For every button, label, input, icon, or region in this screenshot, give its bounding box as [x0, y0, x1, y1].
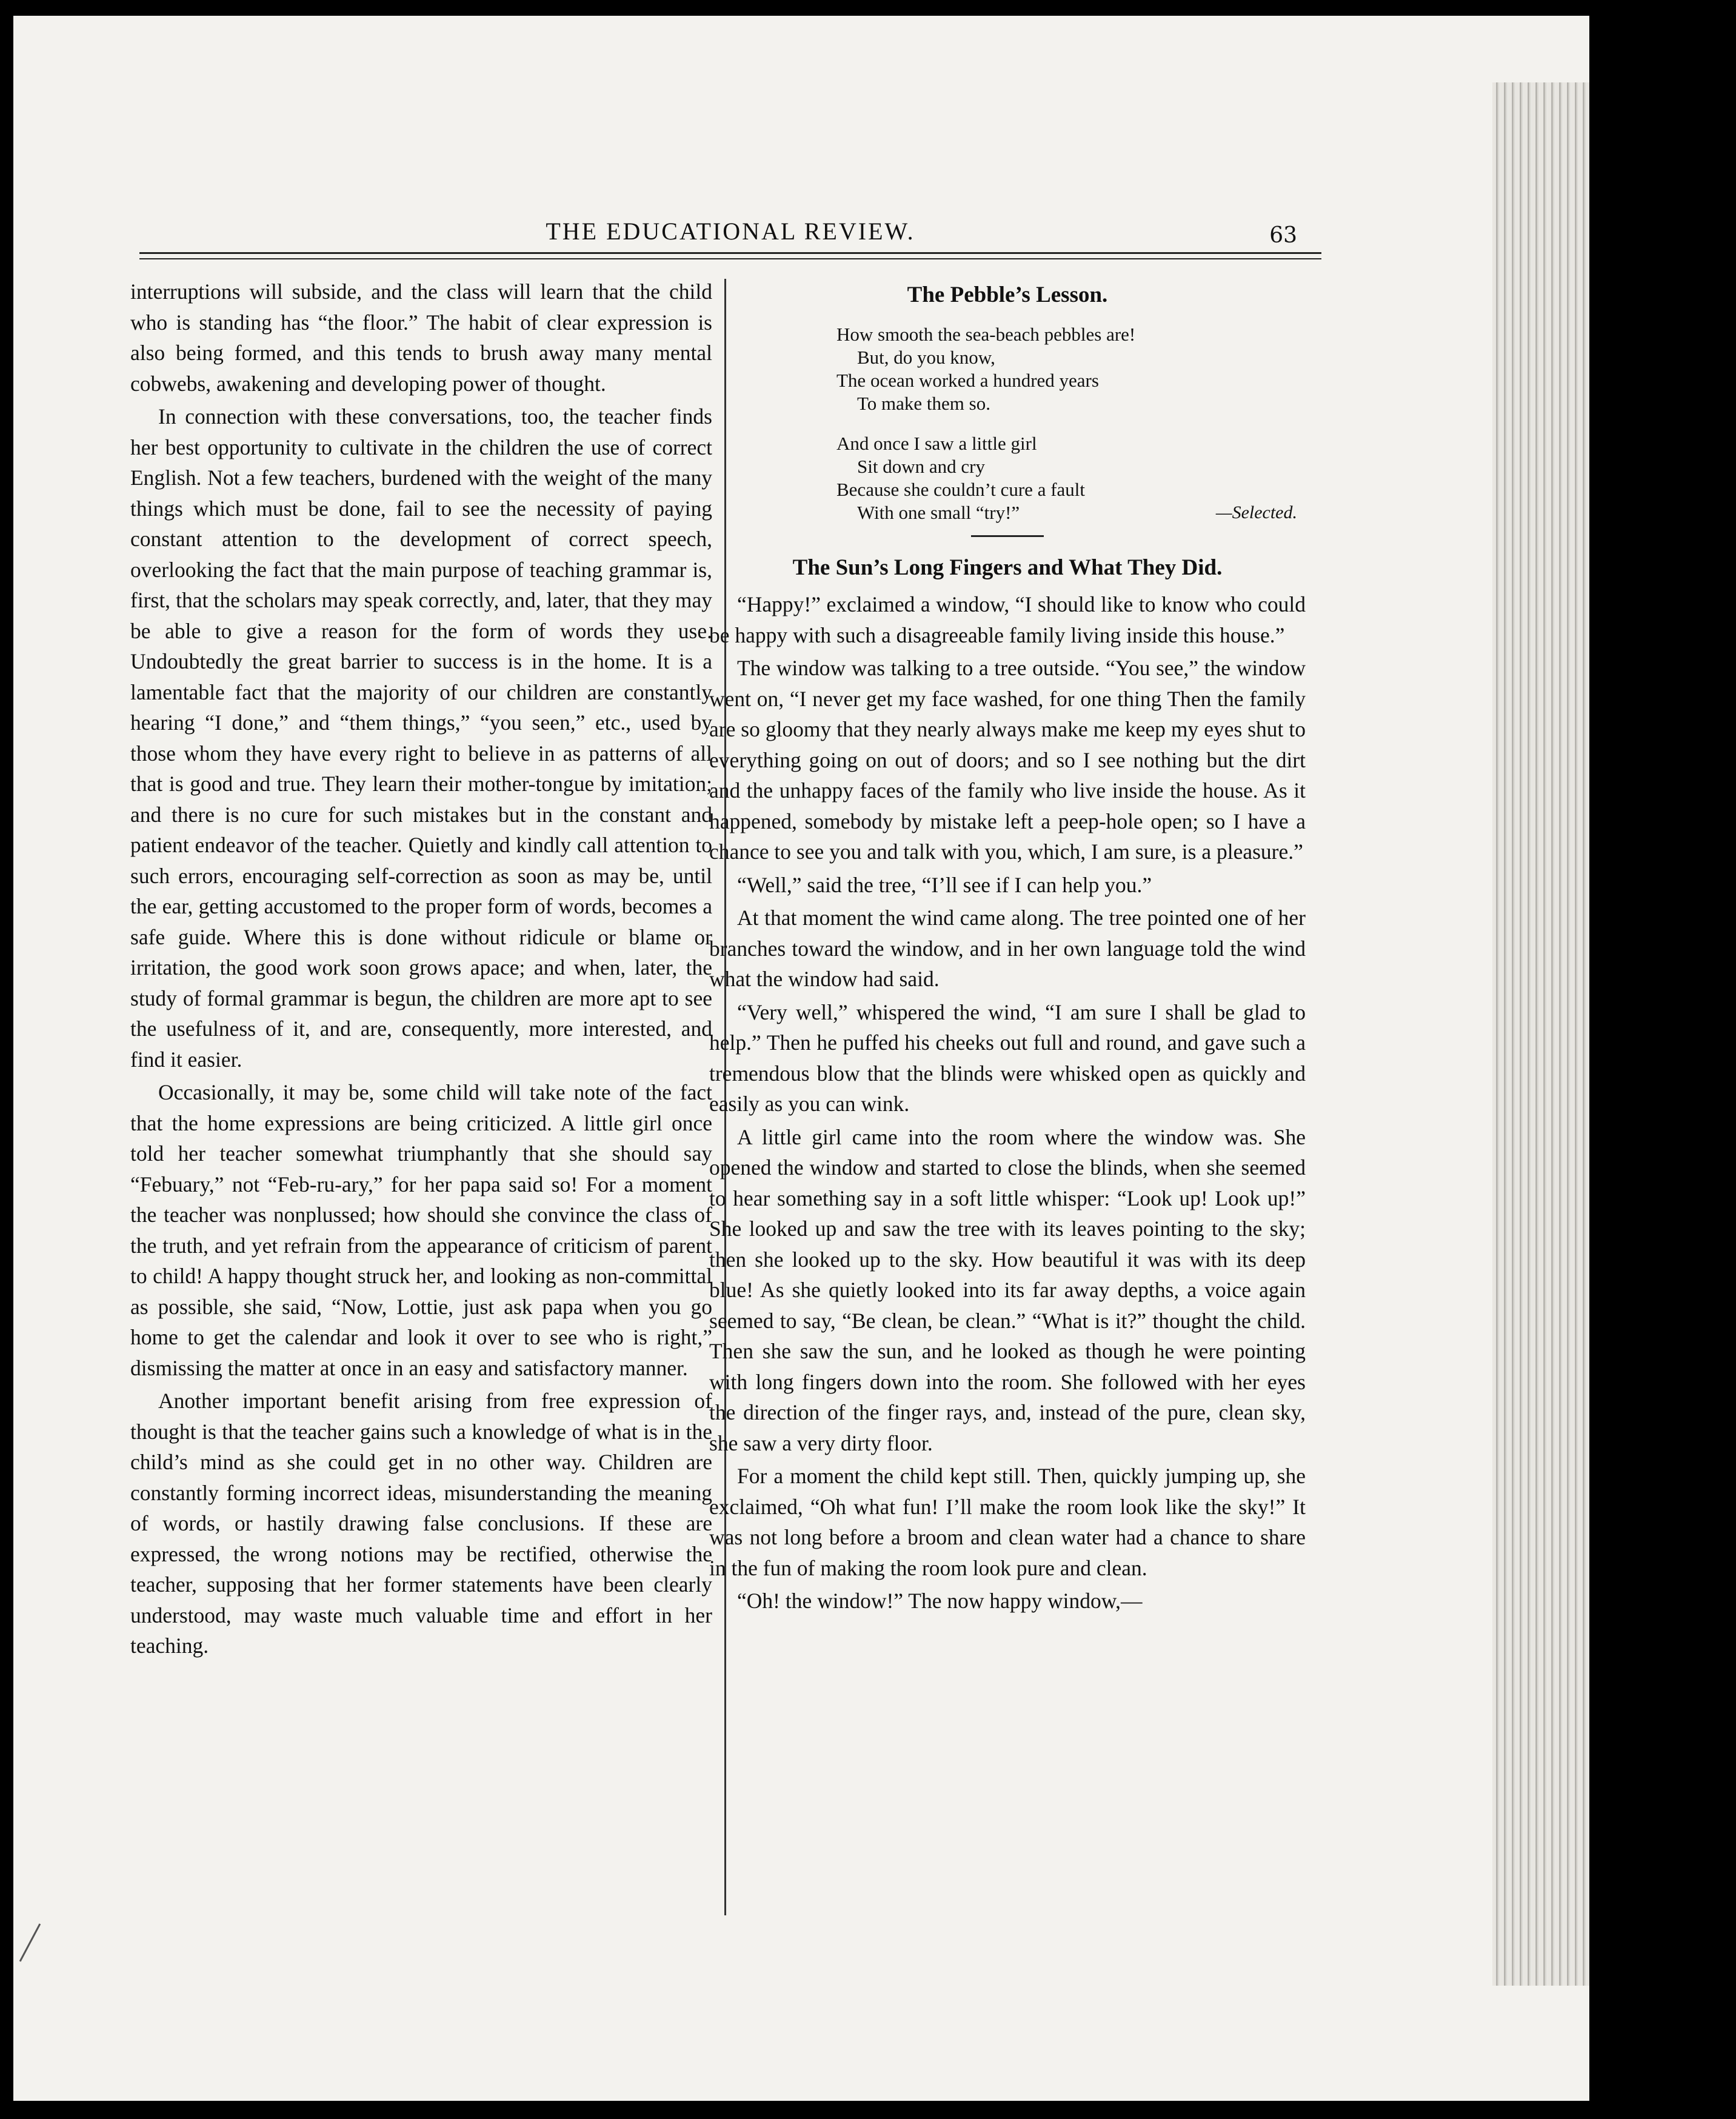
header-rule-bottom [139, 258, 1321, 259]
poem-line: Because she couldn’t cure a fault [836, 478, 1086, 500]
poem-line: Sit down and cry [857, 455, 985, 477]
poem-line: How smooth the sea-beach pebbles are! [836, 323, 1136, 345]
story-paragraph-6: A little girl came into the room where the window was. She opened the window and started to close the blinds, when she seemed to hear something say in a soft little whisper: “Look up! Look up!” She looked up and saw the tree with its leaves pointing to the sky; then she looked up to the sky. How beautiful it was with its deep blue! As she quietly looked into its far away depths, a voice again seemed to say, “Be clean, be clean.” “What is it?” thought the child. Then she saw the sun, and he looked as though he were pointing with long fingers down into the room. She followed with her eyes the direction of the finger rays, and, instead of the pure, clean sky, she saw a very dirty floor. [709, 1124, 1306, 1455]
book-page-edges [1492, 82, 1589, 1986]
poem-stanza-2 [836, 432, 1306, 524]
story-paragraph-4: At that moment the wind came along. The tree pointed one of her branches toward the window, and in her own language told the wind what the window had said. [709, 906, 1306, 991]
right-column [709, 276, 1306, 1619]
section-divider [971, 535, 1044, 537]
poem-credit: —Selected. [1215, 502, 1297, 522]
poem [709, 323, 1306, 524]
page-number: 63 [1269, 223, 1297, 248]
story-paragraph-7: For a moment the child kept still. Then, quickly jumping up, she exclaimed, “Oh what fun! I’ll make the room look like the sky!” It was not long before a broom and clean water had a chance to share in the fun of making the room look pure and clean. [709, 1464, 1306, 1580]
poem-line: And once I saw a little girl [836, 432, 1037, 454]
story-paragraph-1: “Happy!” exclaimed a window, “I should like to know who could be happy with such a disagreeable family living inside this house.” [709, 592, 1306, 647]
story-paragraph-8: “Oh! the window!” The now happy window,— [737, 1589, 1143, 1613]
header-rule-top [139, 252, 1321, 254]
story-paragraph-5: “Very well,” whispered the wind, “I am sure I shall be glad to help.” Then he puffed his cheeks out full and round, and gave such a tremendous blow that the blinds were whisked open as quickly and easily as you can wink. [709, 999, 1306, 1116]
poem-line: To make them so. [857, 392, 990, 414]
left-column [130, 276, 712, 1664]
poem-title: The Pebble’s Lesson. [907, 282, 1108, 307]
poem-line [836, 501, 1306, 524]
poem-line: But, do you know, [857, 346, 995, 368]
poem-line: The ocean worked a hundred years [836, 369, 1099, 391]
left-paragraph-3: Occasionally, it may be, some child will take note of the fact that the home expressions are being criticized. A little girl once told her teacher somewhat triumphantly that she should say “Febuary,” not “Feb-ru-ary,” for her papa said so! For a moment the teacher was nonplussed; how should she convince the class of the truth, and yet refrain from the appearance of criticism of parent to child! A happy thought struck her, and looking as non-committal as possible, she said, “Now, Lottie, just ask papa when you go home to get the calendar and look it over to see who is right,” dismissing the matter at once in an easy and satisfactory manner. [130, 1080, 712, 1380]
left-paragraph-2: In connection with these conversations, too, the teacher finds her best opportunity to cultivate in the children the use of correct English. Not a few teachers, burdened with the weight of the many things which must be done, fail to see the necessity of paying constant attention to the development of correct speech, overlooking the fact that the main purpose of teaching grammar is, first, that the scholars may speak correctly, and, later, that they may be able to give a reason for the form of words they use. Undoubtedly the great barrier to success is in the home. It is a lamentable fact that the majority of our children are constantly hearing “I done,” and “them things,” “you seen,” etc., used by those whom they have every right to believe in as patterns of all that is good and true. They learn their mother-tongue by imitation; and there is no cure for such mistakes but in the constant and patient endeavor of the teacher. Quietly and kindly call attention to such errors, encouraging self-correction as soon as may be, until the ear, getting accustomed to the proper form of words, becomes a safe guide. Where this is done without ridicule or blame or irritation, the good work soon grows apace; and when, later, the study of formal grammar is begun, the children are more apt to see the usefulness of it, and are, consequently, more interested, and find it easier. [130, 404, 712, 1072]
story-title: The Sun’s Long Fingers and What They Did. [792, 555, 1223, 580]
story-paragraph-2: The window was talking to a tree outside. “You see,” the window went on, “I never get my face washed, for one thing Then the family are so gloomy that they nearly always make me keep my eyes shut to everything going on out of doors; and so I see nothing but the dirt and the unhappy faces of the family who live inside the house. As it happened, somebody by mistake left a peep-hole open; so I have a chance to see you and talk with you, which, I am sure, is a pleasure.” [709, 656, 1306, 864]
poem-last-line: With one small “try!” [857, 501, 1020, 523]
story-paragraph-3: “Well,” said the tree, “I’ll see if I can help you.” [737, 872, 1152, 897]
left-paragraph-1: interruptions will subside, and the class will learn that the child who is standing has “the floor.” The habit of clear expression is also being formed, and this tends to brush away many mental cobwebs, awakening and developing power of thought. [130, 279, 712, 396]
poem-stanza-1 [836, 323, 1306, 415]
left-paragraph-4: Another important benefit arising from free expression of thought is that the teacher gains such a knowledge of what is in the child’s mind as she could get in no other way. Children are constantly forming incorrect ideas, misunderstanding the meaning of words, or hastily drawing false conclusions. If these are expressed, the wrong notions may be rectified, otherwise the teacher, supposing that her former statements have been clearly understood, may waste much valuable time and effort in her teaching. [130, 1389, 712, 1658]
running-head: THE EDUCATIONAL REVIEW. [546, 218, 915, 245]
